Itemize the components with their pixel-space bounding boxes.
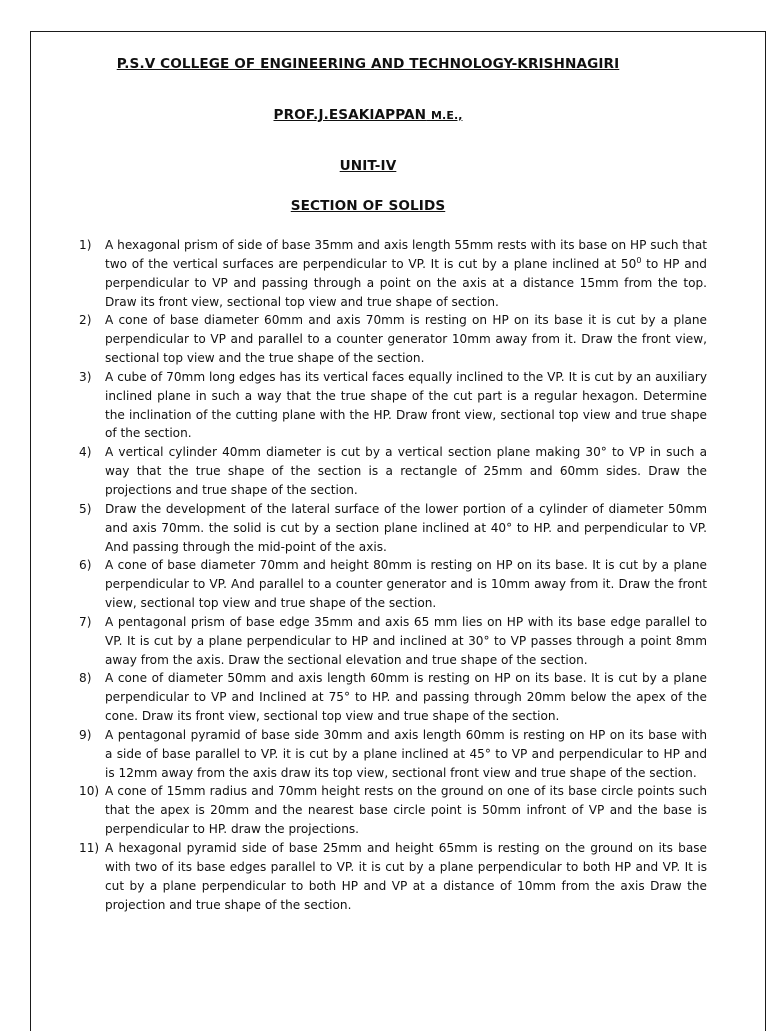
question-number: 10) — [79, 784, 100, 799]
question-text: A cone of base diameter 60mm and axis 70mm is resting on HP on its base it is cut by a plane perpendicular to VP and parallel to a counter generator 10mm away from it. Draw the front view, sectional top view and the true shape of the section. — [105, 313, 707, 366]
question-text: A cone of 15mm radius and 70mm height rests on the ground on one of its base circle points such that the apex is 20mm and the nearest base circle point is 50mm infront of VP and the base is perpendicular to HP. draw the projections. — [105, 784, 707, 837]
question-item — [79, 556, 707, 613]
question-number: 5) — [79, 501, 92, 516]
question-item — [79, 726, 707, 783]
document-page — [30, 31, 766, 1031]
question-item — [79, 669, 707, 726]
question-text: A cone of diameter 50mm and axis length 60mm is resting on HP on its base. It is cut by a plane perpendicular to VP and Inclined at 75° to HP. and passing through 20mm below the apex of the cone. Draw its front view, sectional top view and true shape of the section. — [105, 671, 707, 724]
question-item — [79, 311, 707, 368]
degree-symbol: 0 — [636, 255, 642, 265]
question-list — [79, 236, 707, 914]
professor-name: PROF.J.ESAKIAPPAN — [273, 107, 427, 123]
question-item — [79, 782, 707, 839]
question-number: 8) — [79, 671, 92, 686]
question-text: A hexagonal pyramid side of base 25mm and height 65mm is resting on the ground on its base with two of its base edges parallel to VP. it is cut by a plane perpendicular to both HP and VP. It is cut by a plane perpendicular to both HP and VP at a distance of 10mm from the axis Draw the projection and true shape of the section. — [105, 841, 707, 912]
question-number: 3) — [79, 369, 92, 384]
college-heading: P.S.V COLLEGE OF ENGINEERING AND TECHNOLOGY-KRISHNAGIRI — [116, 56, 620, 72]
section-title: SECTION OF SOLIDS — [290, 198, 446, 214]
question-number: 6) — [79, 558, 92, 573]
question-item — [79, 839, 707, 914]
question-number: 2) — [79, 313, 92, 328]
question-item — [79, 443, 707, 500]
question-item — [79, 368, 707, 443]
question-text: A cone of base diameter 70mm and height 80mm is resting on HP on its base. It is cut by a plane perpendicular to VP. And parallel to a counter generator and is 10mm away from it. Draw the front view, sectional top view and true shape of the section. — [105, 558, 707, 611]
question-text: A cube of 70mm long edges has its vertical faces equally inclined to the VP. It is cut by an auxiliary inclined plane in such a way that the true shape of the cut part is a regular hexagon. Determine the inclination of the cutting plane with the HP. Draw front view, sectional top view and true shape of the section. — [105, 369, 707, 441]
question-text: Draw the development of the lateral surface of the lower portion of a cylinder of diameter 50mm and axis 70mm. the solid is cut by a section plane inclined at 40° to HP. and perpendicular to VP. And passing through the mid-point of the axis. — [105, 501, 707, 554]
question-number: 9) — [79, 727, 92, 742]
question-text: A pentagonal pyramid of base side 30mm and axis length 60mm is resting on HP on its base with a side of base parallel to VP. it is cut by a plane inclined at 45° to VP and perpendicular to HP and is 12mm away from the axis draw its top view, sectional front view and true shape of the section. — [105, 727, 707, 780]
question-text — [105, 236, 707, 311]
question-item — [79, 500, 707, 557]
professor-degree: M.E., — [431, 109, 463, 122]
professor-heading — [1, 107, 735, 123]
unit-heading: UNIT-IV — [339, 158, 397, 174]
question-item — [79, 613, 707, 670]
question-item — [79, 236, 707, 311]
question-text: A vertical cylinder 40mm diameter is cut by a vertical section plane making 30° to VP in such a way that the true shape of the section is a rectangle of 25mm and 60mm sides. Draw the projections and true shape of the section. — [105, 445, 707, 497]
question-number: 4) — [79, 445, 92, 460]
question-number: 7) — [79, 614, 92, 629]
question-number: 1) — [79, 238, 92, 252]
question-text-part: A hexagonal prism of side of base 35mm and axis length 55mm rests with its base on HP such that two of the vertical surfaces are perpendicular to VP. It is cut by a plane inclined at 50 — [105, 238, 707, 271]
question-text: A pentagonal prism of base edge 35mm and axis 65 mm lies on HP with its base edge parallel to VP. It is cut by a plane perpendicular to HP and inclined at 30° to VP passes through a point 8mm away from the axis. Draw the sectional elevation and true shape of the section. — [105, 614, 707, 667]
question-text-part: to HP and perpendicular to VP and passing through a point on the axis at a distance 15mm from the top. Draw its front view, sectional top view and true shape of section. — [105, 256, 707, 309]
question-number: 11) — [79, 841, 100, 855]
